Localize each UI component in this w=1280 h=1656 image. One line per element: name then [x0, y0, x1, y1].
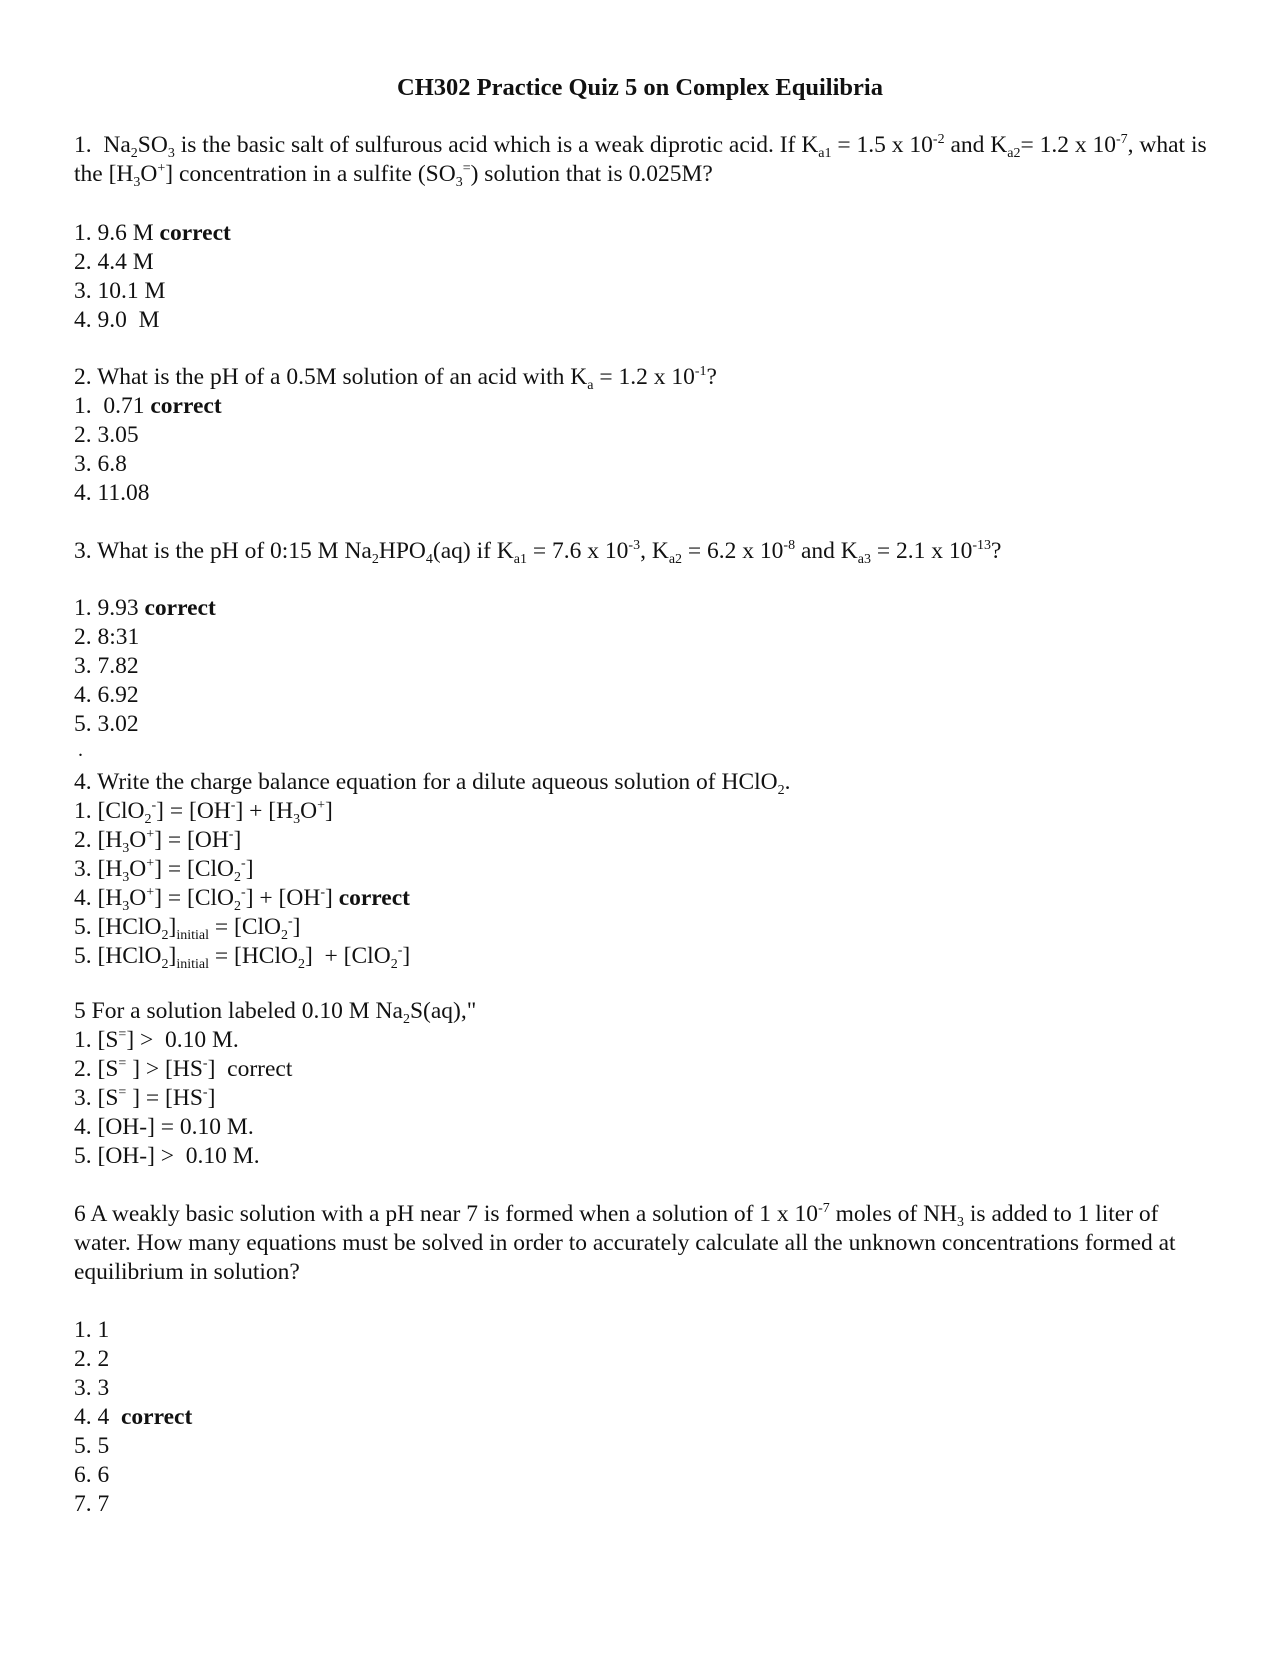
- separator-dot: .: [78, 739, 83, 761]
- question-4-stem: 4. Write the charge balance equation for a dilute aqueous solution of HClO$_2$.: [74, 769, 791, 798]
- answer-option: 1. 9.6 M correct: [74, 220, 231, 246]
- question-6-options: [74, 1316, 1214, 1519]
- answer-option: 4. 11.08: [74, 480, 150, 506]
- answer-option: 1. $[ClO_2^-] = [OH^-] + [H_3O^+]$: [74, 798, 333, 827]
- question-2-stem: 2. What is the pH of a 0.5M solution of an acid with $K_a = 1.2$ x $10^{-1}$?: [74, 364, 717, 393]
- question-5-stem: 5 For a solution labeled 0.10 M $Na_2S(aq)$,": [74, 998, 477, 1027]
- answer-option: 7. 7: [74, 1491, 110, 1517]
- answer-option: 3. 10.1 M: [74, 278, 166, 304]
- correct-marker: correct: [215, 1056, 293, 1082]
- answer-option: 1. [S=] > 0.10 M.: [74, 1027, 239, 1053]
- question-6-stem: 6 A weakly basic solution with a pH near 7 is formed when a solution of 1 x $10^{-7}$ moles of $NH_3$ is added to 1 liter of water. How many equations must be solved in order to accurately calculate all the unknown concentrations formed at equilibrium in solution?: [74, 1201, 1176, 1285]
- answer-option: 1. 1: [74, 1317, 110, 1343]
- answer-option: 2. 2: [74, 1346, 110, 1372]
- answer-option: 5. $[HClO_2]_{initial}$ = [HClO$_2$] + [ClO$_2$-]: [74, 943, 411, 972]
- correct-marker: correct: [144, 393, 222, 419]
- answer-option: 4. $[H_3O^+] = [ClO_2^-] + [OH^-]$ correct: [74, 885, 410, 914]
- answer-option: 2. $[H_3O^+] = [OH^-]$: [74, 827, 242, 856]
- answer-option: 3. [S= ] = [HS-]: [74, 1085, 216, 1111]
- question-1: [74, 131, 1214, 189]
- answer-option: 2. 3.05: [74, 422, 139, 448]
- answer-option: 3. 7.82: [74, 653, 139, 679]
- correct-marker: correct: [153, 220, 231, 246]
- answer-option: 3. 3: [74, 1375, 110, 1401]
- answer-option: 3. $[H_3O^+] = [ClO_2^-]$: [74, 856, 254, 885]
- question-5: [74, 997, 1214, 1171]
- question-3: [74, 537, 1214, 566]
- answer-option: 4. 4 correct: [74, 1404, 193, 1430]
- answer-option: 4. [OH-] = 0.10 M.: [74, 1114, 254, 1140]
- answer-option: 5. 5: [74, 1433, 110, 1459]
- page-title: CH302 Practice Quiz 5 on Complex Equilibria: [397, 74, 883, 101]
- answer-option: 2. 4.4 M: [74, 249, 154, 275]
- answer-option: 1. 0.71 correct: [74, 393, 222, 419]
- question-2: [74, 363, 1214, 508]
- answer-option: 1. 9.93 correct: [74, 595, 216, 621]
- answer-option: 6. 6: [74, 1462, 110, 1488]
- question-3-options: [74, 594, 1214, 739]
- answer-option: 4. 9.0 M: [74, 307, 160, 333]
- question-3-stem: 3. What is the pH of 0:15 M $Na_2HPO_4(aq)$ if $K_{a1} = 7.6$ x $10^{-3}$, $K_{a2} = 6.2$ x $10^{-8}$ and $K_{a3} = 2.1$ x $10^{-13}$?: [74, 538, 1002, 567]
- question-1-options: [74, 219, 1214, 335]
- answer-option: 3. 6.8: [74, 451, 127, 477]
- answer-option: 4. 6.92: [74, 682, 139, 708]
- question-4: [74, 768, 1214, 971]
- question-1-stem: 1. $Na_2SO_3$ is the basic salt of sulfurous acid which is a weak diprotic acid. If $K_{a1} = 1.5$ x $10^{-2}$ and $K_{a2}= 1.2$ x $10^{-7}$, what is the $[H_3O^+]$ concentration in a sulfite $(SO_3^=)$ solution that is 0.025M?: [74, 132, 1207, 190]
- correct-marker: correct: [109, 1404, 193, 1430]
- answer-option: 5. $[HClO_2]_{initial} = [ClO_2^-]$: [74, 914, 301, 943]
- correct-marker: correct: [332, 885, 410, 911]
- question-6: [74, 1200, 1214, 1287]
- answer-option: 2. [S= ] > [HS-] correct: [74, 1056, 293, 1082]
- correct-marker: correct: [138, 595, 216, 621]
- answer-option: 5. [OH-] > 0.10 M.: [74, 1143, 260, 1169]
- answer-option: 2. 8:31: [74, 624, 140, 650]
- answer-option: 5. 3.02: [74, 711, 139, 737]
